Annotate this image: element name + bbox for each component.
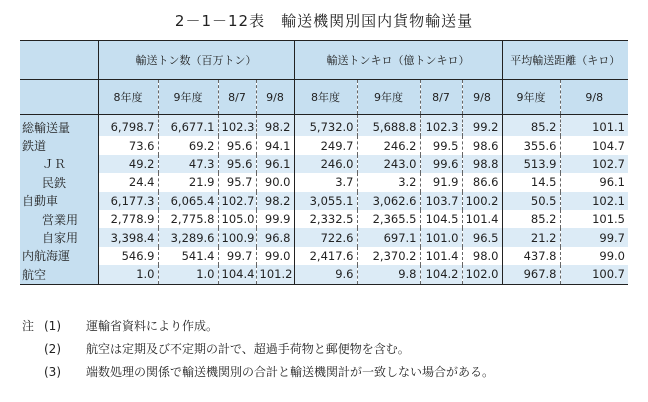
cell: 50.5 — [502, 192, 560, 210]
cell: 102.0 — [462, 265, 502, 284]
cell: 99.6 — [420, 155, 462, 173]
cell: 2,365.5 — [357, 210, 420, 228]
row-label: 営業用 — [20, 210, 98, 228]
cell: 99.5 — [420, 136, 462, 154]
cell: 96.1 — [560, 173, 628, 191]
table-row — [20, 192, 628, 210]
cell: 99.7 — [218, 247, 256, 265]
footnote-number: (3) — [44, 365, 61, 379]
cell: 95.6 — [218, 155, 256, 173]
corner-cell — [20, 80, 98, 115]
cell: 86.6 — [462, 173, 502, 191]
corner-cell — [20, 41, 98, 80]
cell: 96.1 — [256, 155, 294, 173]
row-label: 航空 — [20, 265, 98, 284]
cell: 102.3 — [218, 115, 256, 137]
cell: 100.9 — [218, 228, 256, 246]
cell: 95.6 — [218, 136, 256, 154]
table-title: 2－1－12表 輸送機関別国内貨物輸送量 — [174, 12, 474, 30]
cell: 967.8 — [502, 265, 560, 284]
cell: 95.7 — [218, 173, 256, 191]
cell: 99.9 — [256, 210, 294, 228]
cell: 355.6 — [502, 136, 560, 154]
cell: 96.5 — [462, 228, 502, 246]
table-row — [20, 247, 628, 265]
cell: 98.0 — [462, 247, 502, 265]
cell: 1.0 — [158, 265, 218, 284]
row-label: 民鉄 — [20, 173, 98, 191]
cell: 5,732.0 — [294, 115, 357, 137]
cell: 24.4 — [98, 173, 158, 191]
table-row — [20, 265, 628, 284]
cell: 2,417.6 — [294, 247, 357, 265]
subheader: 9/8 — [560, 80, 628, 115]
cell: 90.0 — [256, 173, 294, 191]
cell: 3,062.6 — [357, 192, 420, 210]
cell: 101.4 — [462, 210, 502, 228]
cell: 697.1 — [357, 228, 420, 246]
cell: 3.2 — [357, 173, 420, 191]
subheader: 9年度 — [158, 80, 218, 115]
cell: 102.7 — [218, 192, 256, 210]
cell: 101.1 — [560, 115, 628, 137]
cell: 5,688.8 — [357, 115, 420, 137]
footnote — [22, 338, 494, 361]
cell: 3,055.1 — [294, 192, 357, 210]
cell: 73.6 — [98, 136, 158, 154]
cell: 100.7 — [560, 265, 628, 284]
cell: 6,798.7 — [98, 115, 158, 137]
cell: 47.3 — [158, 155, 218, 173]
subheader: 8/7 — [218, 80, 256, 115]
footnote — [22, 361, 494, 384]
cell: 99.0 — [256, 247, 294, 265]
footnote-number: (1) — [44, 319, 61, 333]
subheader: 8/7 — [420, 80, 462, 115]
cell: 101.2 — [256, 265, 294, 284]
cell: 99.7 — [560, 228, 628, 246]
cell: 2,778.9 — [98, 210, 158, 228]
subheader: 9年度 — [502, 80, 560, 115]
row-label: 総輸送量 — [20, 115, 98, 137]
notes-label: 注 — [22, 319, 35, 333]
cell: 85.2 — [502, 210, 560, 228]
cell: 98.6 — [462, 136, 502, 154]
cell: 101.0 — [420, 228, 462, 246]
cell: 99.0 — [560, 247, 628, 265]
cell: 105.0 — [218, 210, 256, 228]
cell: 98.2 — [256, 192, 294, 210]
cell: 722.6 — [294, 228, 357, 246]
cell: 249.7 — [294, 136, 357, 154]
row-label: 自動車 — [20, 192, 98, 210]
cell: 99.2 — [462, 115, 502, 137]
cell: 437.8 — [502, 247, 560, 265]
footnote-number: (2) — [44, 342, 61, 356]
cell: 101.4 — [420, 247, 462, 265]
table-row — [20, 136, 628, 154]
cell: 3,398.4 — [98, 228, 158, 246]
footnote-text: 運輸省資料により作成。 — [86, 319, 219, 333]
freight-table — [20, 40, 628, 285]
table-row — [20, 115, 628, 137]
cell: 6,065.4 — [158, 192, 218, 210]
cell: 104.7 — [560, 136, 628, 154]
cell: 9.6 — [294, 265, 357, 284]
cell: 2,332.5 — [294, 210, 357, 228]
cell: 102.1 — [560, 192, 628, 210]
subheader: 9/8 — [462, 80, 502, 115]
cell: 101.5 — [560, 210, 628, 228]
cell: 103.7 — [420, 192, 462, 210]
row-label: 自家用 — [20, 228, 98, 246]
cell: 3.7 — [294, 173, 357, 191]
cell: 9.8 — [357, 265, 420, 284]
footnote-text: 航空は定期及び不定期の計で、超過手荷物と郵便物を含む。 — [86, 342, 410, 356]
cell: 3,289.6 — [158, 228, 218, 246]
row-label: 鉄道 — [20, 136, 98, 154]
cell: 104.4 — [218, 265, 256, 284]
cell: 102.7 — [560, 155, 628, 173]
subheader: 8年度 — [294, 80, 357, 115]
cell: 6,677.1 — [158, 115, 218, 137]
cell: 246.0 — [294, 155, 357, 173]
footnote-text: 端数処理の関係で輸送機関別の合計と輸送機関計が一致しない場合がある。 — [86, 365, 495, 379]
table-row — [20, 173, 628, 191]
cell: 546.9 — [98, 247, 158, 265]
cell: 98.2 — [256, 115, 294, 137]
cell: 98.8 — [462, 155, 502, 173]
footnote — [22, 315, 494, 338]
cell: 14.5 — [502, 173, 560, 191]
cell: 91.9 — [420, 173, 462, 191]
cell: 102.3 — [420, 115, 462, 137]
table-row — [20, 228, 628, 246]
group-header-tonnage: 輸送トン数（百万トン） — [98, 41, 294, 80]
row-label: ＪＲ — [20, 155, 98, 173]
cell: 100.2 — [462, 192, 502, 210]
cell: 513.9 — [502, 155, 560, 173]
group-header-distance: 平均輸送距離（キロ） — [502, 41, 628, 80]
row-label: 内航海運 — [20, 247, 98, 265]
cell: 96.8 — [256, 228, 294, 246]
group-header-tonkm: 輸送トンキロ（億トンキロ） — [294, 41, 502, 80]
cell: 246.2 — [357, 136, 420, 154]
cell: 21.9 — [158, 173, 218, 191]
cell: 69.2 — [158, 136, 218, 154]
cell: 85.2 — [502, 115, 560, 137]
cell: 541.4 — [158, 247, 218, 265]
cell: 49.2 — [98, 155, 158, 173]
cell: 6,177.3 — [98, 192, 158, 210]
subheader: 9年度 — [357, 80, 420, 115]
cell: 243.0 — [357, 155, 420, 173]
footnotes — [22, 315, 494, 384]
subheader: 9/8 — [256, 80, 294, 115]
cell: 94.1 — [256, 136, 294, 154]
cell: 2,370.2 — [357, 247, 420, 265]
subheader: 8年度 — [98, 80, 158, 115]
cell: 2,775.8 — [158, 210, 218, 228]
table-row — [20, 210, 628, 228]
cell: 104.5 — [420, 210, 462, 228]
cell: 104.2 — [420, 265, 462, 284]
cell: 21.2 — [502, 228, 560, 246]
cell: 1.0 — [98, 265, 158, 284]
table-row — [20, 155, 628, 173]
